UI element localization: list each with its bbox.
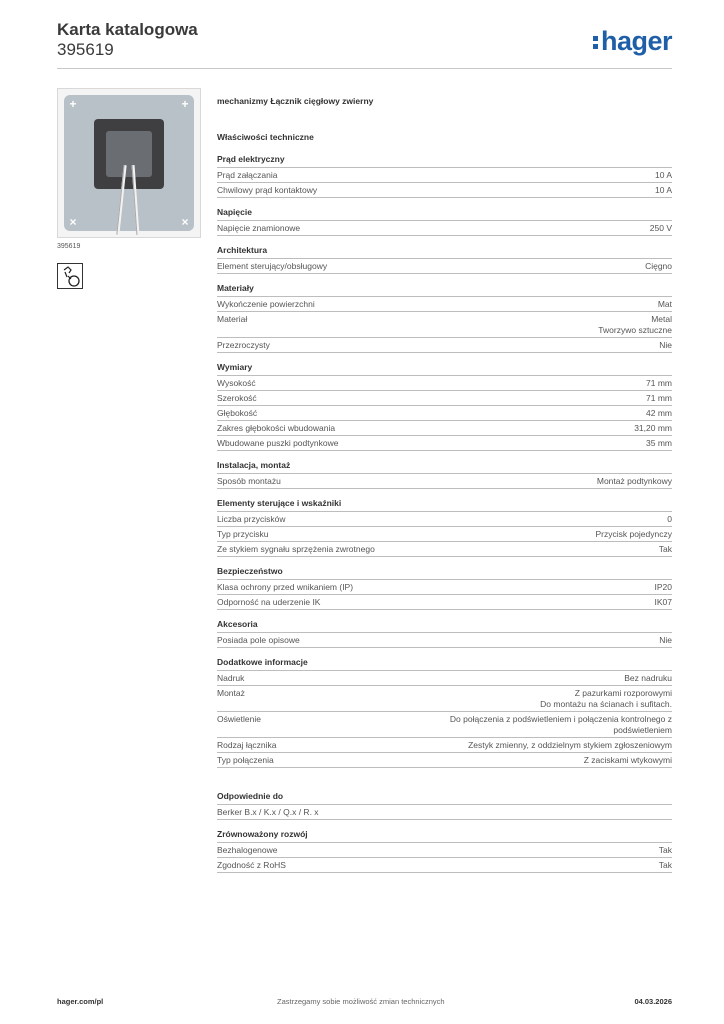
spec-row <box>217 858 672 873</box>
logo-colon-icon <box>593 30 599 52</box>
product-description: mechanizmy Łącznik cięgłowy zwierny <box>217 96 374 106</box>
section-title: Właściwości techniczne <box>217 132 314 142</box>
spec-label: Odporność na uderzenie IK <box>217 597 321 607</box>
spec-value-line: 10 A <box>654 170 672 180</box>
spec-value <box>655 597 673 608</box>
product-number: 395619 <box>57 40 114 59</box>
spec-value <box>468 740 672 751</box>
spec-value-line: 71 mm <box>646 393 672 403</box>
spec-group-title: Wymiary <box>217 362 672 376</box>
spec-value <box>659 340 672 351</box>
spec-value-line: podświetleniem <box>613 725 672 735</box>
spec-row <box>217 183 672 198</box>
spec-row <box>217 421 672 436</box>
spec-row <box>217 633 672 648</box>
spec-label: Klasa ochrony przed wnikaniem (IP) <box>217 582 354 592</box>
spec-value-line: 71 mm <box>646 378 672 388</box>
spec-row <box>217 221 672 236</box>
spec-value-line: 35 mm <box>646 438 672 448</box>
spec-value-line: Tak <box>658 860 672 870</box>
spec-group-title: Architektura <box>217 245 672 259</box>
spec-label: Ze stykiem sygnału sprzężenia zwrotnego <box>217 544 375 554</box>
section-spacer <box>217 777 672 791</box>
spec-value <box>646 408 672 419</box>
spec-row <box>217 312 672 338</box>
spec-value <box>655 170 672 181</box>
spec-label: Nadruk <box>217 673 245 683</box>
spec-value <box>598 314 672 336</box>
mechanism-core <box>106 131 152 177</box>
spec-value-line: Tak <box>658 845 672 855</box>
spec-value-line: Z pazurkami rozporowymi <box>574 688 672 698</box>
spec-row <box>217 512 672 527</box>
spec-row <box>217 738 672 753</box>
spec-row <box>217 474 672 489</box>
spec-value-line: Bez nadruku <box>624 673 672 683</box>
spec-group-title: Dodatkowe informacje <box>217 657 672 671</box>
spec-value <box>659 845 672 856</box>
spec-row <box>217 595 672 610</box>
image-caption: 395619 <box>57 243 81 250</box>
spec-value <box>624 673 672 684</box>
spec-value-line: Do montażu na ścianach i sufitach. <box>540 699 672 709</box>
spec-value-line: Tak <box>658 544 672 554</box>
spec-value <box>650 223 672 234</box>
mounting-plate <box>64 95 194 231</box>
spec-row <box>217 406 672 421</box>
spec-value <box>659 635 672 646</box>
sustainability-group <box>217 829 672 873</box>
spec-value <box>646 393 672 404</box>
spec-group <box>217 829 672 873</box>
spec-group <box>217 154 672 198</box>
spec-label: Głębokość <box>217 408 258 418</box>
spec-value <box>667 514 672 525</box>
spec-value <box>595 529 672 540</box>
spec-value-line: Z zaciskami wtykowymi <box>583 755 672 765</box>
spec-value-line: Metal <box>651 314 672 324</box>
spec-value-line: Nie <box>659 635 672 645</box>
document-title: Karta katalogowa <box>57 20 198 39</box>
footer-disclaimer: Zastrzegamy sobie możliwość zmian technicznych <box>277 997 445 1006</box>
spec-label: Zgodność z RoHS <box>217 860 286 870</box>
spec-value <box>540 688 672 710</box>
compatibility-group <box>217 791 672 820</box>
spec-row <box>217 527 672 542</box>
spec-label: Liczba przycisków <box>217 514 286 524</box>
spec-group-title: Napięcie <box>217 207 672 221</box>
spec-row <box>217 436 672 451</box>
spec-row <box>217 338 672 353</box>
switch-mechanism <box>94 119 164 189</box>
spec-group-title: Akcesoria <box>217 619 672 633</box>
spec-label: Wysokość <box>217 378 256 388</box>
spec-group <box>217 362 672 451</box>
specifications <box>217 96 672 882</box>
spec-value-line: Zestyk zmienny, z oddzielnym stykiem zgłoszeniowym <box>468 740 672 750</box>
spec-group <box>217 619 672 648</box>
spec-row <box>217 805 672 820</box>
spec-value <box>634 423 672 434</box>
spec-value-line: Przycisk pojedynczy <box>595 529 672 539</box>
spec-value-line: IK07 <box>654 597 672 607</box>
spec-row <box>217 168 672 183</box>
spec-value-line: Mat <box>657 299 672 309</box>
plate-screw-icon: + <box>69 97 77 111</box>
spec-row <box>217 391 672 406</box>
spec-group-title: Odpowiednie do <box>217 791 672 805</box>
spec-group <box>217 460 672 489</box>
spec-value-line: Do połączenia z podświetleniem i połączenia kontrolnego z <box>449 714 672 724</box>
spec-label: Berker B.x / K.x / Q.x / R. x <box>217 807 319 817</box>
spec-value <box>646 378 672 389</box>
spec-row <box>217 671 672 686</box>
spec-group <box>217 566 672 610</box>
spec-value-line: Cięgno <box>645 261 672 271</box>
page-header <box>57 20 672 70</box>
spec-label: Oświetlenie <box>217 714 261 724</box>
spec-value-line: Montaż podtynkowy <box>596 476 672 486</box>
spec-row <box>217 297 672 312</box>
spec-value-line: 0 <box>667 514 672 524</box>
spec-value-line: 42 mm <box>646 408 672 418</box>
spec-row <box>217 580 672 595</box>
spec-row <box>217 843 672 858</box>
spec-group-title: Bezpieczeństwo <box>217 566 672 580</box>
spec-group <box>217 498 672 557</box>
spec-value <box>646 438 672 449</box>
spec-label: Posiada pole opisowe <box>217 635 300 645</box>
spec-row <box>217 259 672 274</box>
spec-value-line: IP20 <box>654 582 672 592</box>
spec-label: Montaż <box>217 688 245 698</box>
header-divider <box>57 68 672 69</box>
spec-label: Sposób montażu <box>217 476 281 486</box>
spec-label: Chwilowy prąd kontaktowy <box>217 185 318 195</box>
spec-group-title: Materiały <box>217 283 672 297</box>
spec-label: Przezroczysty <box>217 340 270 350</box>
footer-website[interactable]: hager.com/pl <box>57 997 104 1006</box>
spec-label: Typ przycisku <box>217 529 269 539</box>
spec-value-line: Nie <box>659 340 672 350</box>
spec-value <box>655 185 672 196</box>
spec-value-line: 10 A <box>654 185 672 195</box>
spec-label: Szerokość <box>217 393 257 403</box>
spec-value <box>659 860 672 871</box>
spec-value-line: 250 V <box>649 223 672 233</box>
spec-value-line: 31,20 mm <box>634 423 672 433</box>
spec-label: Element sterujący/obsługowy <box>217 261 328 271</box>
plate-screw-icon: + <box>181 97 189 111</box>
spec-groups <box>217 154 672 768</box>
spec-value <box>659 544 672 555</box>
spec-label: Rodzaj łącznika <box>217 740 277 750</box>
spec-value <box>658 299 672 310</box>
spec-value <box>597 476 672 487</box>
spec-row <box>217 753 672 768</box>
spec-value <box>655 582 673 593</box>
footer-date: 04.03.2026 <box>634 997 672 1006</box>
spec-label: Napięcie znamionowe <box>217 223 301 233</box>
spec-group <box>217 207 672 236</box>
spec-value <box>584 755 672 766</box>
plate-screw-icon: × <box>181 215 189 229</box>
spec-row <box>217 376 672 391</box>
plate-screw-icon: × <box>69 215 77 229</box>
spec-label: Materiał <box>217 314 248 324</box>
spec-label: Bezhalogenowe <box>217 845 278 855</box>
spec-value <box>450 714 672 736</box>
spec-label: Zakres głębokości wbudowania <box>217 423 336 433</box>
product-image <box>57 88 201 238</box>
spec-label: Wykończenie powierzchni <box>217 299 315 309</box>
spec-row <box>217 542 672 557</box>
spec-group-title: Elementy sterujące i wskaźniki <box>217 498 672 512</box>
spec-group-title: Prąd elektryczny <box>217 154 672 168</box>
spec-group <box>217 657 672 768</box>
spec-value-line: Tworzywo sztuczne <box>598 325 672 335</box>
spec-label: Wbudowane puszki podtynkowe <box>217 438 339 448</box>
hager-logo: hager <box>593 26 672 57</box>
spec-group <box>217 791 672 820</box>
spec-group <box>217 283 672 353</box>
pull-cord-hand-icon <box>57 263 83 289</box>
spec-label: Prąd załączania <box>217 170 278 180</box>
spec-row <box>217 712 672 738</box>
spec-group-title: Zrównoważony rozwój <box>217 829 672 843</box>
spec-value <box>645 261 672 272</box>
spec-group <box>217 245 672 274</box>
spec-row <box>217 686 672 712</box>
spec-label: Typ połączenia <box>217 755 274 765</box>
spec-group-title: Instalacja, montaż <box>217 460 672 474</box>
